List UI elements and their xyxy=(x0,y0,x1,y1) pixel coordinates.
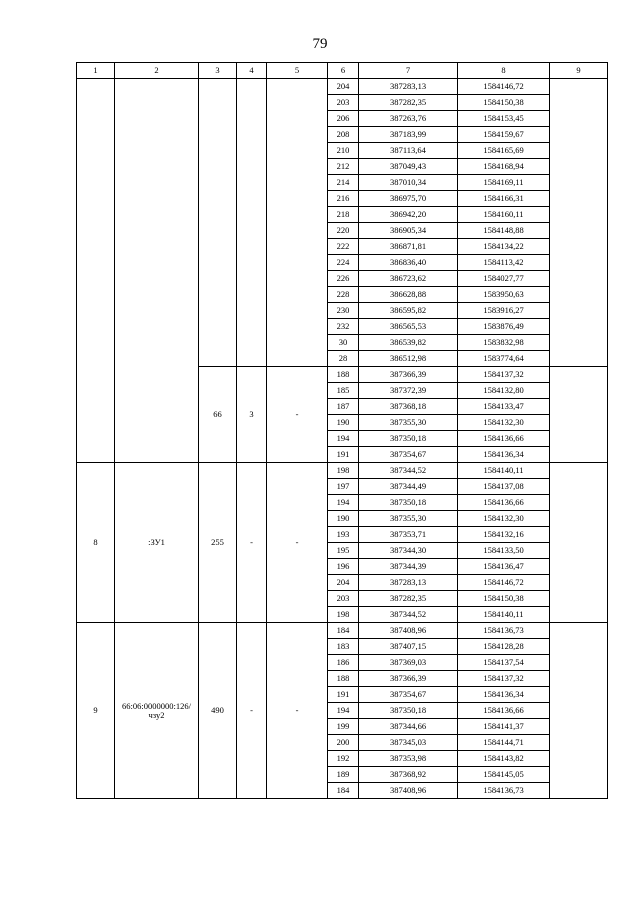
cell-col5: - xyxy=(267,623,328,799)
cell-point-number: 212 xyxy=(328,159,359,175)
cell-point-number: 194 xyxy=(328,703,359,719)
cell-y-coordinate: 1584133,47 xyxy=(458,399,550,415)
cell-y-coordinate: 1584137,08 xyxy=(458,479,550,495)
column-header: 2 xyxy=(115,63,199,79)
cell-x-coordinate: 387353,98 xyxy=(359,751,458,767)
cell-point-number: 199 xyxy=(328,719,359,735)
cell-y-coordinate: 1584133,50 xyxy=(458,543,550,559)
cell-col9 xyxy=(550,79,608,367)
column-header: 6 xyxy=(328,63,359,79)
cell-point-number: 230 xyxy=(328,303,359,319)
cell-point-number: 204 xyxy=(328,79,359,95)
cell-number: 9 xyxy=(77,623,115,799)
cell-y-coordinate: 1584136,66 xyxy=(458,495,550,511)
cell-point-number: 194 xyxy=(328,495,359,511)
cell-x-coordinate: 387353,71 xyxy=(359,527,458,543)
cell-col5: - xyxy=(267,367,328,463)
cell-x-coordinate: 386565,53 xyxy=(359,319,458,335)
cell-x-coordinate: 387344,39 xyxy=(359,559,458,575)
cell-point-number: 204 xyxy=(328,575,359,591)
cell-x-coordinate: 387354,67 xyxy=(359,447,458,463)
cell-point-number: 200 xyxy=(328,735,359,751)
cell-point-number: 197 xyxy=(328,479,359,495)
cell-x-coordinate: 387282,35 xyxy=(359,591,458,607)
cell-x-coordinate: 386628,88 xyxy=(359,287,458,303)
cell-y-coordinate: 1584136,66 xyxy=(458,703,550,719)
cell-x-coordinate: 386871,81 xyxy=(359,239,458,255)
cell-point-number: 185 xyxy=(328,383,359,399)
cell-x-coordinate: 387282,35 xyxy=(359,95,458,111)
cell-point-number: 220 xyxy=(328,223,359,239)
cell-y-coordinate: 1584132,16 xyxy=(458,527,550,543)
cell-number xyxy=(77,79,115,463)
cell-col5: - xyxy=(267,463,328,623)
cell-point-number: 190 xyxy=(328,511,359,527)
cell-x-coordinate: 387355,30 xyxy=(359,511,458,527)
cell-number: 8 xyxy=(77,463,115,623)
cell-point-number: 186 xyxy=(328,655,359,671)
cell-x-coordinate: 387368,92 xyxy=(359,767,458,783)
cell-y-coordinate: 1584166,31 xyxy=(458,191,550,207)
cell-point-number: 191 xyxy=(328,687,359,703)
cell-y-coordinate: 1584136,73 xyxy=(458,783,550,799)
cell-x-coordinate: 387408,96 xyxy=(359,623,458,639)
cell-y-coordinate: 1584136,66 xyxy=(458,431,550,447)
cell-y-coordinate: 1584159,67 xyxy=(458,127,550,143)
cell-point-number: 208 xyxy=(328,127,359,143)
cell-y-coordinate: 1584136,34 xyxy=(458,687,550,703)
page-number: 79 xyxy=(312,36,328,52)
cell-x-coordinate: 386905,34 xyxy=(359,223,458,239)
cell-y-coordinate: 1583916,27 xyxy=(458,303,550,319)
cell-point-number: 222 xyxy=(328,239,359,255)
cell-y-coordinate: 1584027,77 xyxy=(458,271,550,287)
cell-y-coordinate: 1584160,11 xyxy=(458,207,550,223)
cell-x-coordinate: 387010,34 xyxy=(359,175,458,191)
cell-y-coordinate: 1584136,73 xyxy=(458,623,550,639)
cell-col9 xyxy=(550,463,608,623)
cell-col9 xyxy=(550,623,608,799)
cell-x-coordinate: 387344,49 xyxy=(359,479,458,495)
cell-point-number: 188 xyxy=(328,671,359,687)
cell-y-coordinate: 1584150,38 xyxy=(458,95,550,111)
cell-x-coordinate: 387345,03 xyxy=(359,735,458,751)
cell-y-coordinate: 1583774,64 xyxy=(458,351,550,367)
cell-point-number: 203 xyxy=(328,95,359,111)
cell-col4: - xyxy=(237,463,267,623)
cell-y-coordinate: 1584146,72 xyxy=(458,575,550,591)
cell-point-number: 206 xyxy=(328,111,359,127)
cell-y-coordinate: 1584132,30 xyxy=(458,415,550,431)
cell-point-number: 187 xyxy=(328,399,359,415)
cell-y-coordinate: 1584145,05 xyxy=(458,767,550,783)
cell-x-coordinate: 387183,99 xyxy=(359,127,458,143)
cell-y-coordinate: 1584150,38 xyxy=(458,591,550,607)
cell-x-coordinate: 386942,20 xyxy=(359,207,458,223)
cell-x-coordinate: 387283,13 xyxy=(359,575,458,591)
cell-point-number: 198 xyxy=(328,463,359,479)
cell-col4: - xyxy=(237,623,267,799)
cell-y-coordinate: 1584134,22 xyxy=(458,239,550,255)
cell-point-number: 232 xyxy=(328,319,359,335)
cell-y-coordinate: 1584141,37 xyxy=(458,719,550,735)
cell-cadastral-id xyxy=(115,79,199,463)
cell-x-coordinate: 387283,13 xyxy=(359,79,458,95)
cell-y-coordinate: 1583950,63 xyxy=(458,287,550,303)
cell-y-coordinate: 1584137,32 xyxy=(458,367,550,383)
column-header: 7 xyxy=(359,63,458,79)
cell-point-number: 184 xyxy=(328,783,359,799)
cell-x-coordinate: 387344,52 xyxy=(359,463,458,479)
cell-x-coordinate: 387366,39 xyxy=(359,671,458,687)
cell-point-number: 226 xyxy=(328,271,359,287)
cell-y-coordinate: 1584165,69 xyxy=(458,143,550,159)
cell-point-number: 190 xyxy=(328,415,359,431)
cell-x-coordinate: 387369,03 xyxy=(359,655,458,671)
cell-point-number: 192 xyxy=(328,751,359,767)
cell-x-coordinate: 387344,52 xyxy=(359,607,458,623)
cell-cadastral-id: 66:06:0000000:126/чзу2 xyxy=(115,623,199,799)
cell-x-coordinate: 386539,82 xyxy=(359,335,458,351)
cell-x-coordinate: 387049,43 xyxy=(359,159,458,175)
table-row xyxy=(77,623,608,639)
cell-col4 xyxy=(237,79,267,367)
cell-col4: 3 xyxy=(237,367,267,463)
cell-area xyxy=(199,79,237,367)
cell-x-coordinate: 387350,18 xyxy=(359,703,458,719)
cell-point-number: 188 xyxy=(328,367,359,383)
cell-point-number: 184 xyxy=(328,623,359,639)
cell-y-coordinate: 1584113,42 xyxy=(458,255,550,271)
cell-point-number: 210 xyxy=(328,143,359,159)
cell-cadastral-id: :ЗУ1 xyxy=(115,463,199,623)
column-header: 9 xyxy=(550,63,608,79)
column-header: 8 xyxy=(458,63,550,79)
cell-y-coordinate: 1584140,11 xyxy=(458,607,550,623)
cell-y-coordinate: 1584137,54 xyxy=(458,655,550,671)
cell-x-coordinate: 387350,18 xyxy=(359,431,458,447)
cell-x-coordinate: 387366,39 xyxy=(359,367,458,383)
cell-point-number: 183 xyxy=(328,639,359,655)
cell-x-coordinate: 387344,30 xyxy=(359,543,458,559)
cell-y-coordinate: 1584136,47 xyxy=(458,559,550,575)
cell-point-number: 195 xyxy=(328,543,359,559)
cell-x-coordinate: 387354,67 xyxy=(359,687,458,703)
cell-y-coordinate: 1584144,71 xyxy=(458,735,550,751)
cell-y-coordinate: 1584137,32 xyxy=(458,671,550,687)
cell-y-coordinate: 1584148,88 xyxy=(458,223,550,239)
cell-x-coordinate: 387350,18 xyxy=(359,495,458,511)
cell-area: 255 xyxy=(199,463,237,623)
coordinates-table xyxy=(76,62,608,799)
table-row xyxy=(77,463,608,479)
cell-y-coordinate: 1584132,30 xyxy=(458,511,550,527)
cell-x-coordinate: 386975,70 xyxy=(359,191,458,207)
cell-col5 xyxy=(267,79,328,367)
cell-point-number: 228 xyxy=(328,287,359,303)
cell-point-number: 203 xyxy=(328,591,359,607)
cell-point-number: 216 xyxy=(328,191,359,207)
cell-x-coordinate: 387372,39 xyxy=(359,383,458,399)
cell-x-coordinate: 386723,62 xyxy=(359,271,458,287)
cell-y-coordinate: 1583876,49 xyxy=(458,319,550,335)
cell-y-coordinate: 1584140,11 xyxy=(458,463,550,479)
cell-point-number: 191 xyxy=(328,447,359,463)
cell-x-coordinate: 386512,98 xyxy=(359,351,458,367)
cell-x-coordinate: 387368,18 xyxy=(359,399,458,415)
cell-y-coordinate: 1584169,11 xyxy=(458,175,550,191)
column-header: 1 xyxy=(77,63,115,79)
cell-point-number: 193 xyxy=(328,527,359,543)
cell-col9 xyxy=(550,367,608,463)
header-row xyxy=(77,63,608,79)
cell-area: 490 xyxy=(199,623,237,799)
cell-x-coordinate: 387407,15 xyxy=(359,639,458,655)
cell-y-coordinate: 1584128,28 xyxy=(458,639,550,655)
cell-y-coordinate: 1584168,94 xyxy=(458,159,550,175)
cell-x-coordinate: 387113,64 xyxy=(359,143,458,159)
cell-x-coordinate: 387408,96 xyxy=(359,783,458,799)
cell-y-coordinate: 1584153,45 xyxy=(458,111,550,127)
column-header: 4 xyxy=(237,63,267,79)
cell-x-coordinate: 387263,76 xyxy=(359,111,458,127)
cell-point-number: 224 xyxy=(328,255,359,271)
cell-point-number: 194 xyxy=(328,431,359,447)
table-row xyxy=(77,79,608,95)
column-header: 3 xyxy=(199,63,237,79)
cell-point-number: 189 xyxy=(328,767,359,783)
cell-point-number: 30 xyxy=(328,335,359,351)
cell-point-number: 28 xyxy=(328,351,359,367)
cell-y-coordinate: 1584136,34 xyxy=(458,447,550,463)
column-header: 5 xyxy=(267,63,328,79)
cell-point-number: 196 xyxy=(328,559,359,575)
cell-x-coordinate: 387355,30 xyxy=(359,415,458,431)
cell-y-coordinate: 1584146,72 xyxy=(458,79,550,95)
cell-y-coordinate: 1583832,98 xyxy=(458,335,550,351)
cell-x-coordinate: 387344,66 xyxy=(359,719,458,735)
cell-x-coordinate: 386836,40 xyxy=(359,255,458,271)
cell-y-coordinate: 1584132,80 xyxy=(458,383,550,399)
cell-x-coordinate: 386595,82 xyxy=(359,303,458,319)
cell-y-coordinate: 1584143,82 xyxy=(458,751,550,767)
cell-area: 66 xyxy=(199,367,237,463)
cell-point-number: 198 xyxy=(328,607,359,623)
cell-point-number: 218 xyxy=(328,207,359,223)
cell-point-number: 214 xyxy=(328,175,359,191)
